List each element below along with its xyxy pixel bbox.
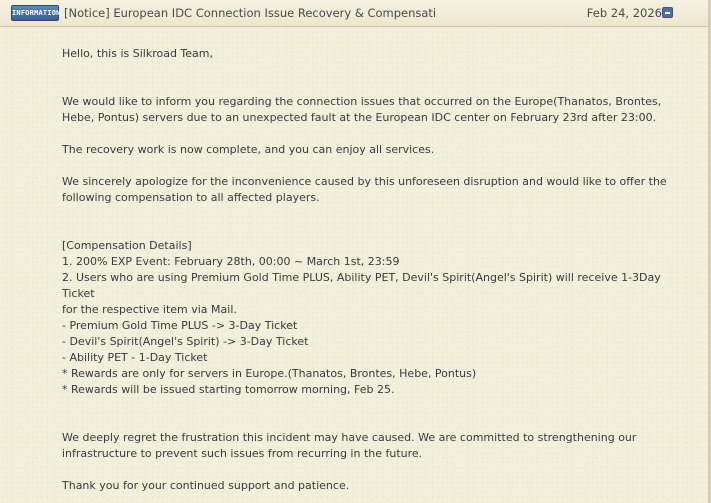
paragraph-recovery: The recovery work is now complete, and you can enjoy all services. [62, 143, 435, 156]
notice-body [62, 40, 667, 492]
closing-text: Thank you for your continued support and patience. [62, 479, 350, 492]
notice-title[interactable]: [Notice] European IDC Connection Issue Recovery & Compensati [64, 6, 437, 20]
information-badge: INFORMATION [11, 5, 59, 21]
greeting-text: Hello, this is Silkroad Team, [62, 47, 213, 60]
compensation-details: [Compensation Details] 1. 200% EXP Event: February 28th, 00:00 ~ March 1st, 23:59 2. Users who are using Premium Gold Time PLUS, Ability PET, Devil's Spirit(Angel's Spirit) will receive 1-3Day Ticket for the respective item via Mail. - Premium Gold Time PLUS -> 3-Day Ticket - Devil's Spirit(Angel's Spirit) -> 3-Day Ticket - Ability PET - 1-Day Ticket [62, 239, 661, 364]
paragraph-apology: We sincerely apologize for the inconvenience caused by this unforeseen disruption and would like to offer the following compensation to all affected players. [62, 175, 667, 204]
reward-notes: * Rewards are only for servers in Europe.(Thanatos, Brontes, Hebe, Pontus) * Rewards will be issued starting tomorrow morning, Feb 25. [62, 367, 477, 396]
paragraph-regret: We deeply regret the frustration this incident may have caused. We are committed to strengthening our infrastructure to prevent such issues from recurring in the future. [62, 431, 637, 460]
collapse-icon[interactable] [662, 7, 673, 18]
notice-date: Feb 24, 2026 [586, 6, 662, 20]
paragraph-connection-issue: We would like to inform you regarding the connection issues that occurred on the Europe(Thanatos, Brontes, Hebe, Pontus) servers due to an unexpected fault at the European IDC center on February 23rd after 23:00. [62, 95, 662, 124]
notice-header[interactable] [0, 0, 711, 27]
